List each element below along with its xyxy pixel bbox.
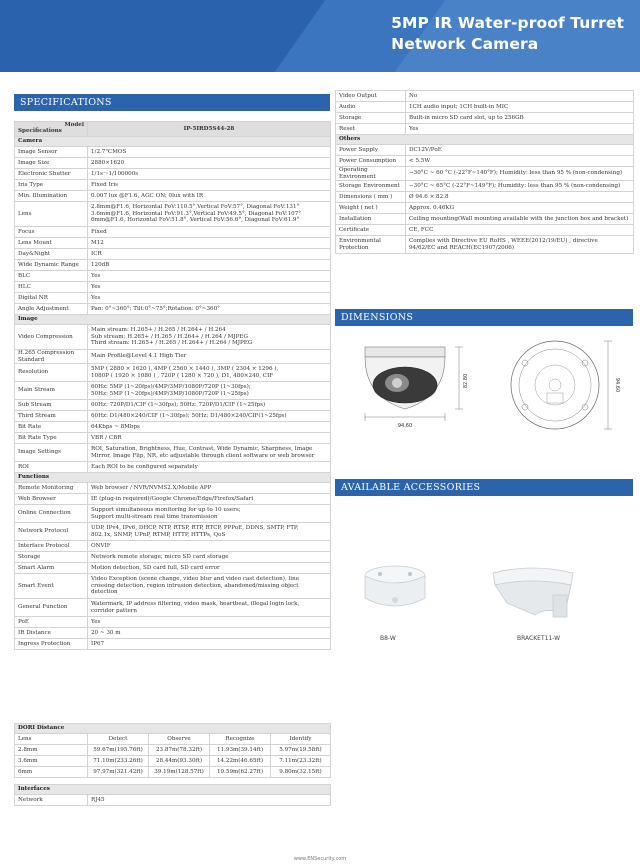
spec-value: Yes bbox=[88, 293, 331, 304]
spec-value: Yes bbox=[406, 124, 634, 135]
spec-row bbox=[15, 411, 331, 422]
category-row bbox=[15, 137, 331, 147]
spec-value: 1CH audio input; 1CH built-in MIC bbox=[406, 102, 634, 113]
spec-value: UDP, IPv4, IPv6, DHCP, NTP, RTSP, RTP, RTCP, PPPoE, DDNS, SMTP, FTP, 802.1x, SNMP, UPnP, RTMP, HTTP, HTTPs, QoS bbox=[88, 523, 331, 541]
spec-label: Image Size bbox=[15, 158, 88, 169]
spec-value: ROI, Saturation, Brightness, Hue, Contrast, Wide Dynamic, Sharpness, Image Mirror, Image Flip, NR, etc adjustable through client software or web browser bbox=[88, 444, 331, 462]
page-title bbox=[391, 13, 624, 55]
spec-value: Yes bbox=[88, 271, 331, 282]
spec-label: Interface Protocol bbox=[15, 541, 88, 552]
spec-label: Focus bbox=[15, 227, 88, 238]
spec-value: ONVIF bbox=[88, 541, 331, 552]
spec-label: Certificate bbox=[336, 225, 406, 236]
spec-value: Motion detection, SD card full, SD card error bbox=[88, 563, 331, 574]
spec-row bbox=[336, 167, 634, 181]
spec-label: Iris Type bbox=[15, 180, 88, 191]
spec-value: Complies with Directive EU RoHS , WEEE(2012/19/EU) , directive 94/62/EC and REACH(EC1907/2006) bbox=[406, 236, 634, 254]
spec-row bbox=[15, 444, 331, 462]
spec-value: 120dB bbox=[88, 260, 331, 271]
spec-row bbox=[15, 505, 331, 523]
dori-column-header: Detect bbox=[88, 734, 149, 745]
category-label: Interfaces bbox=[15, 785, 331, 795]
spec-value: Yes bbox=[88, 282, 331, 293]
dori-cell: 19.59m(62.27ft) bbox=[210, 767, 271, 778]
spec-label: Day&Night bbox=[15, 249, 88, 260]
spec-row bbox=[15, 483, 331, 494]
spec-row bbox=[15, 249, 331, 260]
spec-value: Network remote storage; micro SD card storage bbox=[88, 552, 331, 563]
spec-row bbox=[15, 169, 331, 180]
spec-label: Resolution bbox=[15, 364, 88, 382]
spec-row bbox=[15, 422, 331, 433]
accessories-heading: AVAILABLE ACCESSORIES bbox=[335, 479, 633, 496]
dori-row bbox=[15, 767, 331, 778]
spec-value: Fixed bbox=[88, 227, 331, 238]
dori-cell: 7.11m(23.32ft) bbox=[271, 756, 331, 767]
spec-value: 1/1s～1/100000s bbox=[88, 169, 331, 180]
spec-label: Network Protocol bbox=[15, 523, 88, 541]
spec-value: No bbox=[406, 91, 634, 102]
spec-value: M12 bbox=[88, 238, 331, 249]
spec-row bbox=[336, 225, 634, 236]
spec-label: Video Output bbox=[336, 91, 406, 102]
spec-row bbox=[15, 147, 331, 158]
dori-cell: 14.22m(46.65ft) bbox=[210, 756, 271, 767]
spec-value: 5MP ( 2880 × 1620 ), 4MP ( 2560 × 1440 ), 3MP ( 2304 × 1296 ), 1080P ( 1920 × 1080 ) , 720P ( 1280 × 720 ), D1, 480×240, CIF bbox=[88, 364, 331, 382]
spec-row bbox=[15, 202, 331, 227]
spec-label: HLC bbox=[15, 282, 88, 293]
spec-label: Power Supply bbox=[336, 145, 406, 156]
spec-row bbox=[15, 325, 331, 350]
spec-row bbox=[15, 191, 331, 202]
spec-value: DC12V/PoE bbox=[406, 145, 634, 156]
spec-label: Operating Environment bbox=[336, 167, 406, 181]
dori-cell: 39.19m(128.57ft) bbox=[149, 767, 210, 778]
spec-value: 2.8mm@F1.6, Horizontal FoV:110.5°,Vertical FoV:57°, Diagonal FoV:131° 3.6mm@F1.6, Horizontal FoV:91.3°,Vertical FoV:49.5°, Diagonal FoV:107° 6mm@F1.6, Horizontal FoV:51.8°, Vertical FoV:56.6°, Diagonal FoV:61.9° bbox=[88, 202, 331, 227]
spec-row bbox=[336, 203, 634, 214]
spec-value: Support simultaneous monitoring for up to 10 users; Support multi-stream real time transmission bbox=[88, 505, 331, 523]
dori-cell: 3.6mm bbox=[15, 756, 88, 767]
spec-label: Lens bbox=[15, 202, 88, 227]
spec-value: 64Kbps ~ 8Mbps bbox=[88, 422, 331, 433]
spec-row bbox=[336, 181, 634, 192]
spec-value: Video Exception (scene change, video blur and video cast detection), line crossing detection, region intrusion detection, abandoned/missing object detection bbox=[88, 574, 331, 599]
spec-label: Storage bbox=[15, 552, 88, 563]
spec-row bbox=[15, 364, 331, 382]
spec-row bbox=[15, 795, 331, 806]
spec-value: Web browser / NVR/NVMS2.X/Mobile APP bbox=[88, 483, 331, 494]
spec-label: Bit Rate bbox=[15, 422, 88, 433]
dori-cell: 11.93m(39.14ft) bbox=[210, 745, 271, 756]
spec-label: Main Stream bbox=[15, 382, 88, 400]
spec-value: −30°C ~ 60 °C (-22°F~140°F); Humidity: less than 95 % (non-condensing) bbox=[406, 167, 634, 181]
spec-label: Digital NR bbox=[15, 293, 88, 304]
specifications-label: Specifications bbox=[18, 128, 62, 134]
dori-row bbox=[15, 745, 331, 756]
spec-row bbox=[15, 382, 331, 400]
spec-value: −30°C ~ 65°C (-22°F~149°F); Humidity: less than 95 % (non-condensing) bbox=[406, 181, 634, 192]
interfaces-table bbox=[14, 784, 331, 806]
title-line-2: Network Camera bbox=[391, 35, 539, 53]
spec-row bbox=[336, 113, 634, 124]
spec-label: Ingress Protection bbox=[15, 639, 88, 650]
height-dimension-label: 82.80 bbox=[463, 373, 469, 389]
model-header-cell bbox=[15, 122, 88, 137]
spec-row bbox=[15, 639, 331, 650]
junction-box-image bbox=[360, 560, 430, 620]
spec-value: 60Hz: 5MP (1~20fps)/4MP/3MP/1080P/720P (1~30fps); 50Hz: 5MP (1~20fps)/4MP/3MP/1080P/720P (1~25fps) bbox=[88, 382, 331, 400]
spec-value: 0.007 lux @F1.6, AGC ON; 0lux with IR bbox=[88, 191, 331, 202]
spec-row bbox=[15, 462, 331, 473]
spec-value: Main Profile@Level 4.1 High Tier bbox=[88, 350, 331, 364]
spec-row bbox=[15, 293, 331, 304]
dori-cell: 9.80m(32.15ft) bbox=[271, 767, 331, 778]
spec-label: H.265 Compression Standard bbox=[15, 350, 88, 364]
model-row bbox=[15, 122, 331, 137]
category-row bbox=[336, 135, 634, 145]
spec-row bbox=[15, 599, 331, 617]
spec-row bbox=[15, 260, 331, 271]
spec-label: Remote Monitoring bbox=[15, 483, 88, 494]
category-row bbox=[15, 724, 331, 734]
spec-row bbox=[15, 552, 331, 563]
spec-row bbox=[336, 236, 634, 254]
spec-label: Weight ( net ) bbox=[336, 203, 406, 214]
spec-value: ICR bbox=[88, 249, 331, 260]
spec-row bbox=[336, 192, 634, 203]
spec-label: Installation bbox=[336, 214, 406, 225]
spec-value: 1/2.7"CMOS bbox=[88, 147, 331, 158]
spec-label: PoE bbox=[15, 617, 88, 628]
spec-row bbox=[15, 180, 331, 191]
spec-label: Online Connection bbox=[15, 505, 88, 523]
spec-value: IE (plug-in required)/Google Chrome/Edge/Firefox/Safari bbox=[88, 494, 331, 505]
spec-row bbox=[15, 282, 331, 293]
spec-row bbox=[336, 91, 634, 102]
dori-cell: 71.10m(233.26ft) bbox=[88, 756, 149, 767]
spec-label: Third Stream bbox=[15, 411, 88, 422]
spec-row bbox=[15, 628, 331, 639]
model-label: Model bbox=[64, 122, 84, 129]
spec-value: 20 ~ 30 m bbox=[88, 628, 331, 639]
spec-row bbox=[15, 563, 331, 574]
model-value: IP-5IRD5S44-28 bbox=[88, 122, 331, 137]
dori-cell: 2.8mm bbox=[15, 745, 88, 756]
accessory-label-b8w: B8-W bbox=[380, 635, 396, 642]
dori-column-header: Identify bbox=[271, 734, 331, 745]
spec-value: 60Hz: D1/480×240/CIF (1~30fps); 50Hz: D1/480×240/CIF(1~25fps) bbox=[88, 411, 331, 422]
spec-row bbox=[15, 574, 331, 599]
specifications-table bbox=[14, 121, 331, 650]
spec-row bbox=[15, 523, 331, 541]
spec-row bbox=[15, 433, 331, 444]
spec-row bbox=[15, 494, 331, 505]
spec-label: Bit Rate Type bbox=[15, 433, 88, 444]
category-label: DORI Distance bbox=[15, 724, 331, 734]
spec-value: Pan: 0°~360°; Tilt:0°~75°;Rotation: 0°~360° bbox=[88, 304, 331, 315]
spec-label: Smart Event bbox=[15, 574, 88, 599]
category-row bbox=[15, 785, 331, 795]
spec-row bbox=[15, 304, 331, 315]
spec-row bbox=[15, 541, 331, 552]
spec-label: Dimensions ( mm ) bbox=[336, 192, 406, 203]
base-diameter-label: 94.60 bbox=[614, 377, 620, 393]
spec-value: Ceiling mounting(Wall mounting available with the junction box and bracket) bbox=[406, 214, 634, 225]
spec-value: IP67 bbox=[88, 639, 331, 650]
spec-value: < 5.5W bbox=[406, 156, 634, 167]
spec-value: Approx. 0.46KG bbox=[406, 203, 634, 214]
spec-value: Yes bbox=[88, 617, 331, 628]
width-dimension-label: 94.60 bbox=[397, 423, 413, 429]
spec-label: Image Settings bbox=[15, 444, 88, 462]
side-view-drawing bbox=[365, 347, 463, 421]
spec-value: CE, FCC bbox=[406, 225, 634, 236]
dori-column-header: Lens bbox=[15, 734, 88, 745]
dori-cell: 23.87m(78.32ft) bbox=[149, 745, 210, 756]
spec-row bbox=[15, 227, 331, 238]
spec-label: Reset bbox=[336, 124, 406, 135]
spec-label: Sub Stream bbox=[15, 400, 88, 411]
spec-value: RJ45 bbox=[88, 795, 331, 806]
spec-row bbox=[336, 102, 634, 113]
footer-url: www.ENSecurity.com bbox=[293, 856, 347, 862]
title-line-1: 5MP IR Water-proof Turret bbox=[391, 14, 624, 32]
specifications-table-continued bbox=[335, 90, 634, 254]
spec-row bbox=[15, 158, 331, 169]
dori-cell: 97.97m(321.42ft) bbox=[88, 767, 149, 778]
spec-value: Fixed Iris bbox=[88, 180, 331, 191]
spec-row bbox=[336, 145, 634, 156]
spec-label: Network bbox=[15, 795, 88, 806]
spec-label: Video Compression bbox=[15, 325, 88, 350]
spec-value: Ø 94.6 × 82.8 bbox=[406, 192, 634, 203]
spec-label: Min. Illumination bbox=[15, 191, 88, 202]
specifications-heading: SPECIFICATIONS bbox=[14, 94, 330, 111]
spec-row bbox=[15, 238, 331, 249]
spec-label: Wide Dynamic Range bbox=[15, 260, 88, 271]
dimension-diagram bbox=[335, 333, 635, 463]
spec-label: Angle Adjustment bbox=[15, 304, 88, 315]
category-label: Image bbox=[15, 315, 331, 325]
category-row bbox=[15, 473, 331, 483]
spec-row bbox=[15, 400, 331, 411]
spec-label: Smart Alarm bbox=[15, 563, 88, 574]
dori-column-header: Recognize bbox=[210, 734, 271, 745]
spec-row bbox=[336, 214, 634, 225]
dori-cell: 6mm bbox=[15, 767, 88, 778]
header-banner bbox=[0, 0, 640, 72]
base-view-drawing bbox=[511, 341, 612, 429]
dori-cell: 59.67m(195.76ft) bbox=[88, 745, 149, 756]
spec-row bbox=[336, 156, 634, 167]
dori-header-row bbox=[15, 734, 331, 745]
spec-label: Web Browser bbox=[15, 494, 88, 505]
spec-label: Power Consumption bbox=[336, 156, 406, 167]
category-row bbox=[15, 315, 331, 325]
dori-cell: 5.97m(19.58ft) bbox=[271, 745, 331, 756]
spec-value: 2880×1620 bbox=[88, 158, 331, 169]
dori-table bbox=[14, 723, 331, 778]
spec-label: Environmental Protection bbox=[336, 236, 406, 254]
wall-bracket-image bbox=[485, 565, 580, 625]
spec-value: VBR / CBR bbox=[88, 433, 331, 444]
spec-label: Electronic Shutter bbox=[15, 169, 88, 180]
spec-value: Built-in micro SD card slot, up to 256GB bbox=[406, 113, 634, 124]
dori-column-header: Observe bbox=[149, 734, 210, 745]
spec-row bbox=[15, 617, 331, 628]
category-label: Camera bbox=[15, 137, 331, 147]
spec-label: Storage Environment bbox=[336, 181, 406, 192]
spec-label: IR Distance bbox=[15, 628, 88, 639]
spec-label: ROI bbox=[15, 462, 88, 473]
spec-value: Watermark, IP address filtering, video mask, heartbeat, illegal login lock, corridor pattern bbox=[88, 599, 331, 617]
spec-value: 60Hz: 720P/D1/CIF (1~30fps); 50Hz: 720P/D1/CIF (1~25fps) bbox=[88, 400, 331, 411]
category-label: Others bbox=[336, 135, 634, 145]
accessory-label-bracket11w: BRACKET11-W bbox=[517, 635, 561, 642]
spec-value: Each ROI to be configured separately bbox=[88, 462, 331, 473]
spec-row bbox=[15, 350, 331, 364]
spec-row bbox=[15, 271, 331, 282]
spec-label: Lens Mount bbox=[15, 238, 88, 249]
dori-row bbox=[15, 756, 331, 767]
spec-label: Storage bbox=[336, 113, 406, 124]
spec-value: Main stream: H.265+ / H.265 / H.264+ / H.264 Sub stream: H.265+ / H.265 / H.264+ / H.264 / MJPEG Third stream: H.265+ / H.265 / H.264+ / H.264 / MJPEG bbox=[88, 325, 331, 350]
dori-cell: 28.44m(93.30ft) bbox=[149, 756, 210, 767]
spec-label: BLC bbox=[15, 271, 88, 282]
spec-label: Audio bbox=[336, 102, 406, 113]
spec-label: General Function bbox=[15, 599, 88, 617]
category-label: Functions bbox=[15, 473, 331, 483]
dimensions-heading: DIMENSIONS bbox=[335, 309, 633, 326]
dimensions-drawing bbox=[335, 333, 635, 463]
spec-label: Image Sensor bbox=[15, 147, 88, 158]
spec-row bbox=[336, 124, 634, 135]
